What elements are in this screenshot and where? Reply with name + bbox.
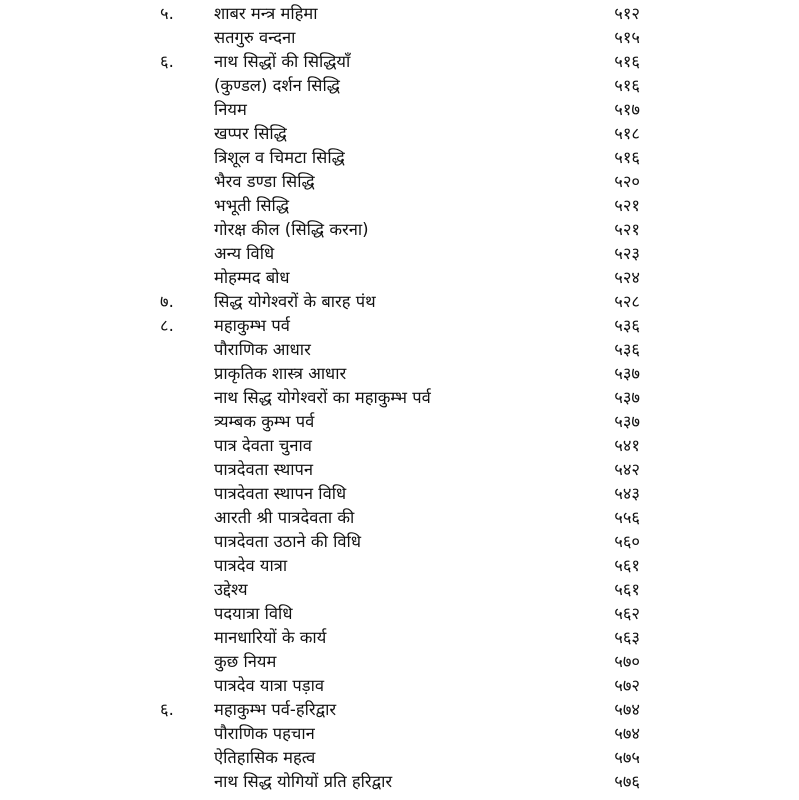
entry-title: पात्र देवता चुनाव xyxy=(214,436,312,455)
entry-title: प्राकृतिक शास्त्र आधार xyxy=(214,364,347,383)
toc-entry xyxy=(0,674,799,698)
entry-title: सतगुरु वन्दना xyxy=(214,28,296,47)
entry-title: महाकुम्भ पर्व-हरिद्वार xyxy=(214,700,337,719)
toc-entry xyxy=(0,482,799,506)
page-number: ५२० xyxy=(614,172,640,191)
page-number: ५३७ xyxy=(614,364,640,383)
toc-entry xyxy=(0,170,799,194)
page-number: ५१७ xyxy=(614,100,640,119)
page-number: ५७० xyxy=(614,652,640,671)
toc-entry xyxy=(0,290,799,314)
page-number: ५१५ xyxy=(614,28,640,47)
entry-title: गोरक्ष कील (सिद्धि करना) xyxy=(214,220,369,239)
toc-entry xyxy=(0,194,799,218)
entry-title: पौराणिक आधार xyxy=(214,340,311,359)
page-number: ५२८ xyxy=(614,292,640,311)
toc-entry xyxy=(0,650,799,674)
page-number: ५६० xyxy=(614,532,640,551)
page-number: ५१६ xyxy=(614,76,640,95)
page-number: ५१२ xyxy=(614,4,640,23)
page-number: ५४२ xyxy=(614,460,640,479)
page-number: ५२४ xyxy=(614,268,640,287)
toc-entry xyxy=(0,98,799,122)
toc-entry xyxy=(0,626,799,650)
toc-entry xyxy=(0,50,799,74)
toc-entry xyxy=(0,242,799,266)
entry-title: नाथ सिद्धों की सिद्धियाँ xyxy=(214,52,351,71)
entry-title: पात्रदेव यात्रा xyxy=(214,556,288,575)
entry-title: सिद्ध योगेश्वरों के बारह पंथ xyxy=(214,292,376,311)
toc-entry xyxy=(0,338,799,362)
entry-title: पदयात्रा विधि xyxy=(214,604,293,623)
entry-title: पात्रदेवता स्थापन विधि xyxy=(214,484,347,503)
entry-title: (कुण्डल) दर्शन सिद्धि xyxy=(214,76,340,95)
toc-entry xyxy=(0,434,799,458)
page-number: ५७५ xyxy=(614,748,640,767)
entry-title: मोहम्मद बोध xyxy=(214,268,290,287)
toc-entry xyxy=(0,530,799,554)
chapter-number: ५. xyxy=(160,4,174,23)
chapter-number: ६. xyxy=(160,52,174,71)
toc-entry xyxy=(0,770,799,794)
entry-title: उद्देश्य xyxy=(214,580,248,599)
toc-entry xyxy=(0,506,799,530)
entry-title: त्रिशूल व चिमटा सिद्धि xyxy=(214,148,345,167)
entry-title: ऐतिहासिक महत्व xyxy=(214,748,316,767)
page-number: ५१६ xyxy=(614,52,640,71)
toc-entry xyxy=(0,146,799,170)
chapter-number: ६. xyxy=(160,700,174,719)
entry-title: अन्य विधि xyxy=(214,244,275,263)
entry-title: नाथ सिद्ध योगियों प्रति हरिद्वार xyxy=(214,772,393,791)
entry-title: नाथ सिद्ध योगेश्वरों का महाकुम्भ पर्व xyxy=(214,388,431,407)
page-number: ५३६ xyxy=(614,340,640,359)
page-number: ५४१ xyxy=(614,436,640,455)
page-number: ५६२ xyxy=(614,604,640,623)
entry-title: भभूती सिद्धि xyxy=(214,196,290,215)
page-number: ५१६ xyxy=(614,148,640,167)
page-number: ५६३ xyxy=(614,628,640,647)
entry-title: पात्रदेवता उठाने की विधि xyxy=(214,532,361,551)
chapter-number: ७. xyxy=(160,292,174,311)
toc-entry xyxy=(0,74,799,98)
toc-entry xyxy=(0,578,799,602)
entry-title: त्र्यम्बक कुम्भ पर्व xyxy=(214,412,315,431)
page-number: ५२१ xyxy=(614,196,640,215)
toc-entry xyxy=(0,218,799,242)
page-number: ५७४ xyxy=(614,724,640,743)
entry-title: पात्रदेवता स्थापन xyxy=(214,460,314,479)
toc-entry xyxy=(0,122,799,146)
entry-title: आरती श्री पात्रदेवता की xyxy=(214,508,355,527)
page-number: ५६१ xyxy=(614,556,640,575)
page-number: ५२३ xyxy=(614,244,640,263)
toc-entry xyxy=(0,698,799,722)
page-number: ५३७ xyxy=(614,388,640,407)
page-number: ५७६ xyxy=(614,772,640,791)
toc-entry xyxy=(0,26,799,50)
entry-title: कुछ नियम xyxy=(214,652,277,671)
entry-title: शाबर मन्त्र महिमा xyxy=(214,4,318,23)
toc-entry xyxy=(0,458,799,482)
entry-title: मानधारियों के कार्य xyxy=(214,628,327,647)
toc-entry xyxy=(0,410,799,434)
entry-title: भैरव डण्डा सिद्धि xyxy=(214,172,315,191)
page-number: ५२१ xyxy=(614,220,640,239)
entry-title: पौराणिक पहचान xyxy=(214,724,315,743)
page-number: ५७४ xyxy=(614,700,640,719)
page-number: ५१८ xyxy=(614,124,640,143)
toc-entry xyxy=(0,266,799,290)
toc-entry xyxy=(0,722,799,746)
toc-entry xyxy=(0,362,799,386)
entry-title: खप्पर सिद्धि xyxy=(214,124,287,143)
chapter-number: ८. xyxy=(160,316,174,335)
entry-title: महाकुम्भ पर्व xyxy=(214,316,290,335)
page-number: ५४३ xyxy=(614,484,640,503)
toc-entry xyxy=(0,386,799,410)
toc-entry xyxy=(0,746,799,770)
page-number: ५३७ xyxy=(614,412,640,431)
entry-title: नियम xyxy=(214,100,247,119)
toc-entry xyxy=(0,314,799,338)
page-number: ५३६ xyxy=(614,316,640,335)
toc-entry xyxy=(0,602,799,626)
page-number: ५६१ xyxy=(614,580,640,599)
toc-entry xyxy=(0,554,799,578)
entry-title: पात्रदेव यात्रा पड़ाव xyxy=(214,676,325,695)
page-number: ५५६ xyxy=(614,508,640,527)
page-number: ५७२ xyxy=(614,676,640,695)
toc-entry xyxy=(0,2,799,26)
